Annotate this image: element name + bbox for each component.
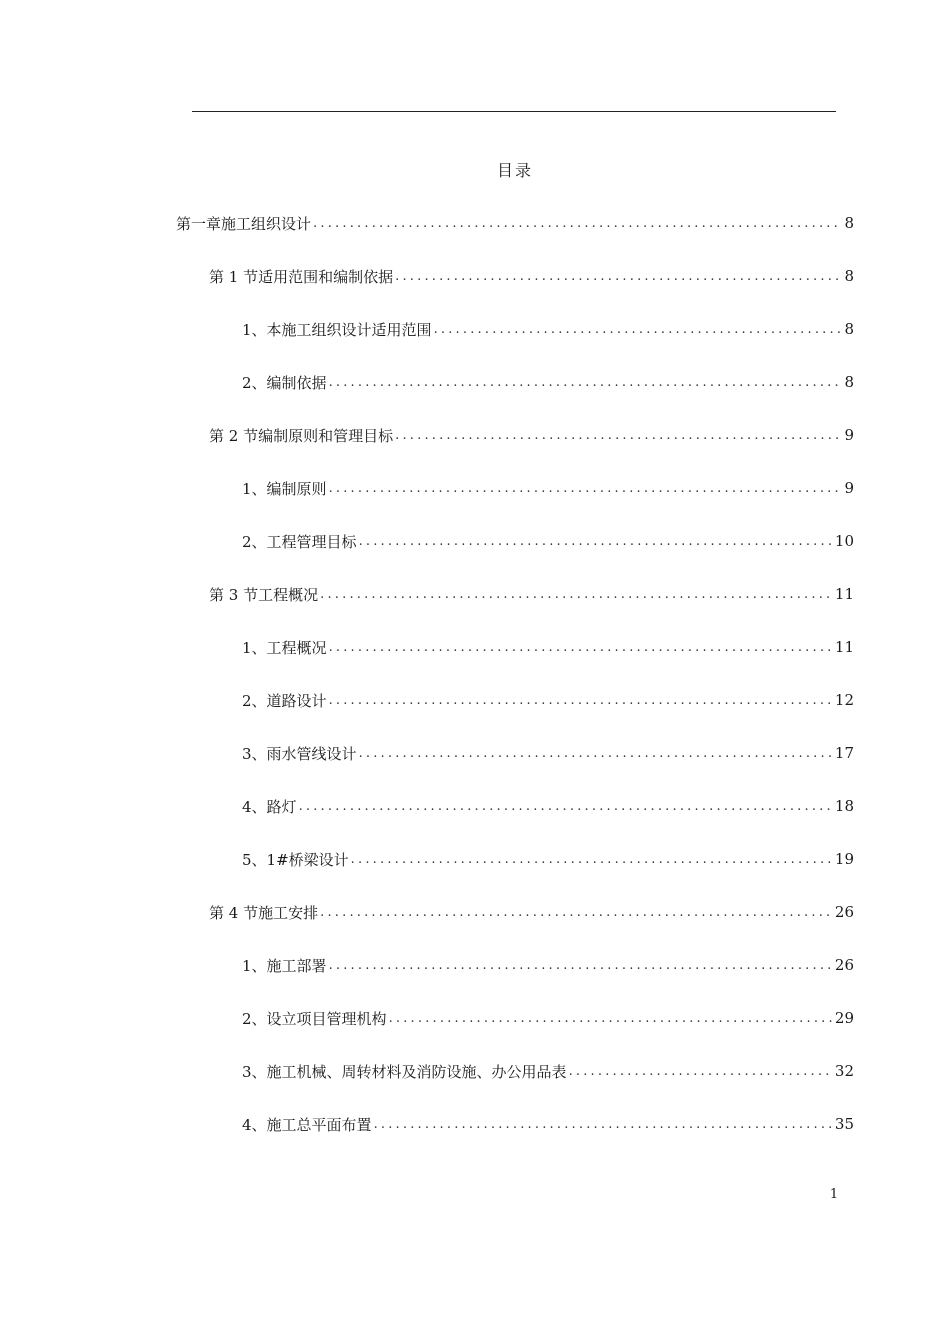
toc-entry-number: 2、 — [242, 1009, 267, 1028]
toc-entry-page: 9 — [844, 426, 854, 444]
toc-entry-page: 11 — [834, 585, 854, 603]
toc-leader-dots — [359, 534, 833, 549]
toc-entry[interactable] — [209, 899, 854, 925]
toc-entry-title: 施工机械、周转材料及消防设施、办公用品表 — [266, 1062, 567, 1081]
toc-entry-number: 5、 — [242, 850, 267, 869]
toc-entry-page: 8 — [844, 267, 854, 285]
toc-entry-title: 工程概况 — [266, 638, 327, 657]
toc-entry-title: 设立项目管理机构 — [266, 1009, 387, 1028]
toc-entry-page: 8 — [844, 320, 854, 338]
toc-leader-dots — [389, 1011, 833, 1026]
toc-entry-number: 1、 — [242, 956, 267, 975]
toc-entry-title: 雨水管线设计 — [266, 744, 357, 763]
toc-entry-page: 8 — [844, 214, 854, 232]
toc-entry-page: 10 — [834, 532, 854, 550]
toc-entry-page: 18 — [834, 797, 854, 815]
toc-entry-page: 32 — [834, 1062, 854, 1080]
toc-entry-number: 2、 — [242, 373, 267, 392]
toc-entry[interactable] — [242, 687, 854, 713]
toc-entry-number: 1、 — [242, 638, 267, 657]
toc-entry[interactable] — [242, 793, 854, 819]
toc-entry[interactable] — [242, 528, 854, 554]
toc-entry-title: 道路设计 — [266, 691, 327, 710]
toc-entry-page: 26 — [834, 903, 854, 921]
toc-entry[interactable] — [242, 740, 854, 766]
page-number: 1 — [829, 1187, 839, 1202]
toc-entry-page: 11 — [834, 638, 854, 656]
toc-entry-title: 适用范围和编制依据 — [258, 267, 394, 286]
toc-entry-number: 1、 — [242, 320, 267, 339]
toc-leader-dots — [329, 640, 833, 655]
toc-entry-title: 1#桥梁设计 — [266, 850, 349, 869]
toc-entry-page: 8 — [844, 373, 854, 391]
toc-entry-title: 施工部署 — [266, 956, 327, 975]
toc-entry[interactable] — [242, 475, 854, 501]
toc-entry[interactable] — [242, 1111, 854, 1137]
toc-entry-number: 第 2 节 — [209, 426, 259, 445]
toc-entry[interactable] — [242, 634, 854, 660]
toc-entry-page: 29 — [834, 1009, 854, 1027]
toc-entry[interactable] — [242, 952, 854, 978]
toc-entry-number: 2、 — [242, 532, 267, 551]
toc-entry-number: 4、 — [242, 1115, 267, 1134]
header-rule — [192, 111, 836, 112]
toc-leader-dots — [329, 958, 833, 973]
toc-entry[interactable] — [176, 210, 854, 236]
toc-entry[interactable] — [242, 846, 854, 872]
toc-entry[interactable] — [242, 1058, 854, 1084]
toc-leader-dots — [351, 852, 833, 867]
toc-entry-page: 9 — [844, 479, 854, 497]
toc-leader-dots — [329, 375, 843, 390]
toc-leader-dots — [374, 1117, 833, 1132]
toc-entry-number: 3、 — [242, 1062, 267, 1081]
toc-entry-number: 第 3 节 — [209, 585, 259, 604]
toc-entry-page: 17 — [834, 744, 854, 762]
toc-entry-page: 12 — [834, 691, 854, 709]
toc-entry-page: 35 — [834, 1115, 854, 1133]
toc-entry-title: 路灯 — [266, 797, 297, 816]
toc-entry-title: 编制原则 — [266, 479, 327, 498]
toc-leader-dots — [329, 481, 843, 496]
toc-leader-dots — [395, 269, 842, 284]
toc-entry-number: 第 1 节 — [209, 267, 259, 286]
toc-entry-title: 本施工组织设计适用范围 — [266, 320, 432, 339]
toc-entry[interactable] — [209, 581, 854, 607]
toc-title: 目录 — [496, 161, 533, 180]
toc-entry-title: 工程概况 — [258, 585, 319, 604]
toc-leader-dots — [313, 216, 842, 231]
toc-leader-dots — [329, 693, 833, 708]
toc-entry-page: 19 — [834, 850, 854, 868]
toc-leader-dots — [395, 428, 842, 443]
toc-entry-title: 编制原则和管理目标 — [258, 426, 394, 445]
toc-leader-dots — [434, 322, 843, 337]
toc-leader-dots — [299, 799, 833, 814]
toc-entry-title: 施工安排 — [258, 903, 319, 922]
toc-entry-number: 第一章 — [176, 214, 222, 233]
toc-leader-dots — [320, 587, 833, 602]
toc-entry[interactable] — [242, 316, 854, 342]
toc-leader-dots — [569, 1064, 833, 1079]
toc-entry[interactable] — [209, 263, 854, 289]
toc-entry[interactable] — [242, 369, 854, 395]
toc-entry-title: 施工总平面布置 — [266, 1115, 372, 1134]
toc-leader-dots — [320, 905, 833, 920]
toc-entry-title: 编制依据 — [266, 373, 327, 392]
toc-entry-page: 26 — [834, 956, 854, 974]
toc-entry-number: 4、 — [242, 797, 267, 816]
toc-entry-number: 第 4 节 — [209, 903, 259, 922]
toc-entry[interactable] — [209, 422, 854, 448]
toc-entry[interactable] — [242, 1005, 854, 1031]
toc-entry-number: 1、 — [242, 479, 267, 498]
toc-leader-dots — [359, 746, 833, 761]
toc-entry-title: 工程管理目标 — [266, 532, 357, 551]
toc-entry-number: 2、 — [242, 691, 267, 710]
toc-entry-title: 施工组织设计 — [221, 214, 312, 233]
toc-entry-number: 3、 — [242, 744, 267, 763]
